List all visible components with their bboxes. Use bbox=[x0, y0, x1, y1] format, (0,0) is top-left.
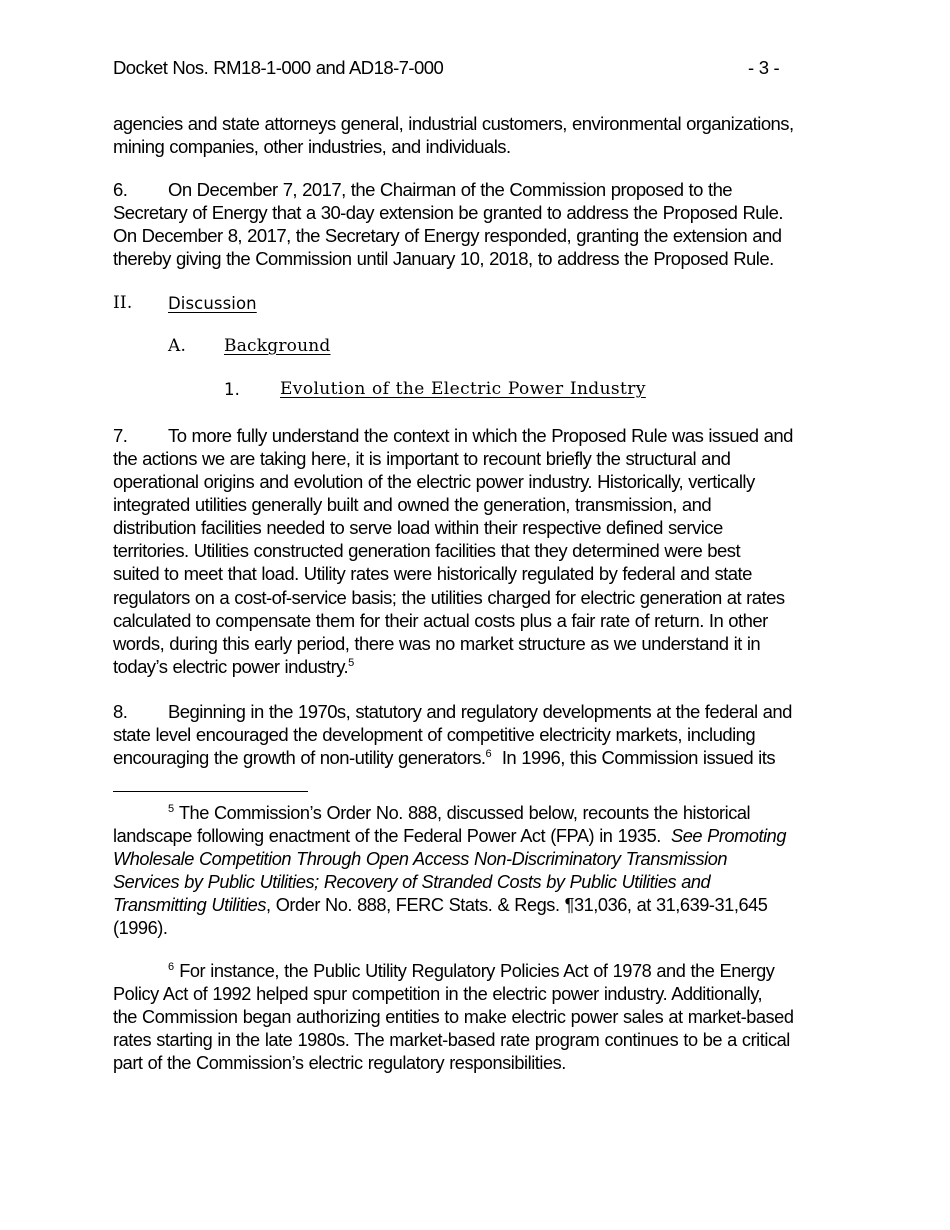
body-text: encouraging the growth of non-utility generators. bbox=[113, 747, 486, 768]
case-title: Services by Public Utilities; Recovery of Stranded Costs by Public Utilities and bbox=[113, 872, 711, 892]
footnote-line bbox=[168, 802, 750, 825]
subsubsection-heading-evolution: Evolution of the Electric Power Industry bbox=[280, 379, 646, 399]
footnote-mark-6: 6 bbox=[168, 961, 175, 973]
footnote-text: landscape following enactment of the Federal Power Act (FPA) in 1935. bbox=[113, 826, 672, 846]
subsection-heading-background: Background bbox=[224, 336, 331, 356]
body-line: thereby giving the Commission until January 10, 2018, to address the Proposed Rule. bbox=[113, 248, 774, 269]
footnote-line bbox=[168, 960, 774, 983]
footnote-ref-6[interactable]: 6 bbox=[485, 748, 492, 760]
footnote-line: (1996). bbox=[113, 918, 168, 938]
body-line: Secretary of Energy that a 30-day extension be granted to address the Proposed Rule. bbox=[113, 202, 783, 223]
body-line: mining companies, other industries, and individuals. bbox=[113, 136, 511, 157]
footnote-line bbox=[113, 871, 710, 894]
body-line bbox=[113, 746, 775, 769]
body-line bbox=[113, 655, 354, 678]
body-line: calculated to compensate them for their actual costs plus a fair rate of return. In other bbox=[113, 610, 768, 631]
body-line: agencies and state attorneys general, industrial customers, environmental organizations, bbox=[113, 113, 794, 134]
case-title: Transmitting Utilities bbox=[113, 895, 266, 915]
body-line: On December 8, 2017, the Secretary of Energy responded, granting the extension and bbox=[113, 225, 782, 246]
footnote-line bbox=[113, 825, 786, 848]
footnote-text: For instance, the Public Utility Regulatory Policies Act of 1978 and the Energy bbox=[174, 961, 775, 981]
footnote-separator bbox=[113, 791, 308, 792]
body-line: integrated utilities generally built and owned the generation, transmission, and bbox=[113, 494, 712, 515]
body-line: distribution facilities needed to serve load within their respective defined service bbox=[113, 517, 723, 538]
footnote-line: rates starting in the late 1980s. The market-based rate program continues to be a critical bbox=[113, 1030, 790, 1050]
case-title: Wholesale Competition Through Open Access Non-Discriminatory Transmission bbox=[113, 849, 728, 869]
page-number: - 3 - bbox=[748, 57, 780, 78]
paragraph-number: 8. bbox=[113, 701, 128, 722]
footnote-line bbox=[113, 848, 727, 871]
footnote-mark-5: 5 bbox=[168, 803, 175, 815]
subsection-letter: A. bbox=[168, 336, 187, 356]
docket-header: Docket Nos. RM18-1-000 and AD18-7-000 bbox=[113, 57, 444, 78]
body-line: To more fully understand the context in which the Proposed Rule was issued and bbox=[168, 425, 793, 446]
footnote-text: The Commission’s Order No. 888, discussed below, recounts the historical bbox=[174, 803, 751, 823]
subsubsection-number: 1. bbox=[224, 380, 240, 399]
footnote-line: part of the Commission’s electric regulatory responsibilities. bbox=[113, 1053, 566, 1073]
body-line: suited to meet that load. Utility rates were historically regulated by federal and state bbox=[113, 563, 752, 584]
body-text: today’s electric power industry. bbox=[113, 656, 349, 677]
section-number: II. bbox=[113, 293, 133, 313]
body-text: In 1996, this Commission issued its bbox=[491, 747, 776, 768]
body-line: words, during this early period, there was no market structure as we understand it in bbox=[113, 633, 761, 654]
body-line: Beginning in the 1970s, statutory and regulatory developments at the federal and bbox=[168, 701, 792, 722]
paragraph-number: 6. bbox=[113, 179, 128, 200]
citation-signal: See Promoting bbox=[671, 826, 787, 846]
footnote-text: , Order No. 888, FERC Stats. & Regs. ¶31,036, at 31,639-31,645 bbox=[265, 895, 768, 915]
body-line: regulators on a cost-of-service basis; the utilities charged for electric generation at rates bbox=[113, 587, 785, 608]
paragraph-number: 7. bbox=[113, 425, 128, 446]
footnote-ref-5[interactable]: 5 bbox=[348, 657, 355, 669]
body-line: On December 7, 2017, the Chairman of the Commission proposed to the bbox=[168, 179, 733, 200]
footnote-line: Policy Act of 1992 helped spur competition in the electric power industry. Additionally, bbox=[113, 984, 763, 1004]
body-line: the actions we are taking here, it is important to recount briefly the structural and bbox=[113, 448, 731, 469]
body-line: territories. Utilities constructed generation facilities that they determined were best bbox=[113, 540, 741, 561]
body-line: state level encouraged the development of competitive electricity markets, including bbox=[113, 724, 756, 745]
body-line: operational origins and evolution of the electric power industry. Historically, vertically bbox=[113, 471, 755, 492]
footnote-line bbox=[113, 894, 767, 917]
section-heading-discussion: Discussion bbox=[168, 294, 257, 313]
footnote-line: the Commission began authorizing entities to make electric power sales at market-based bbox=[113, 1007, 794, 1027]
